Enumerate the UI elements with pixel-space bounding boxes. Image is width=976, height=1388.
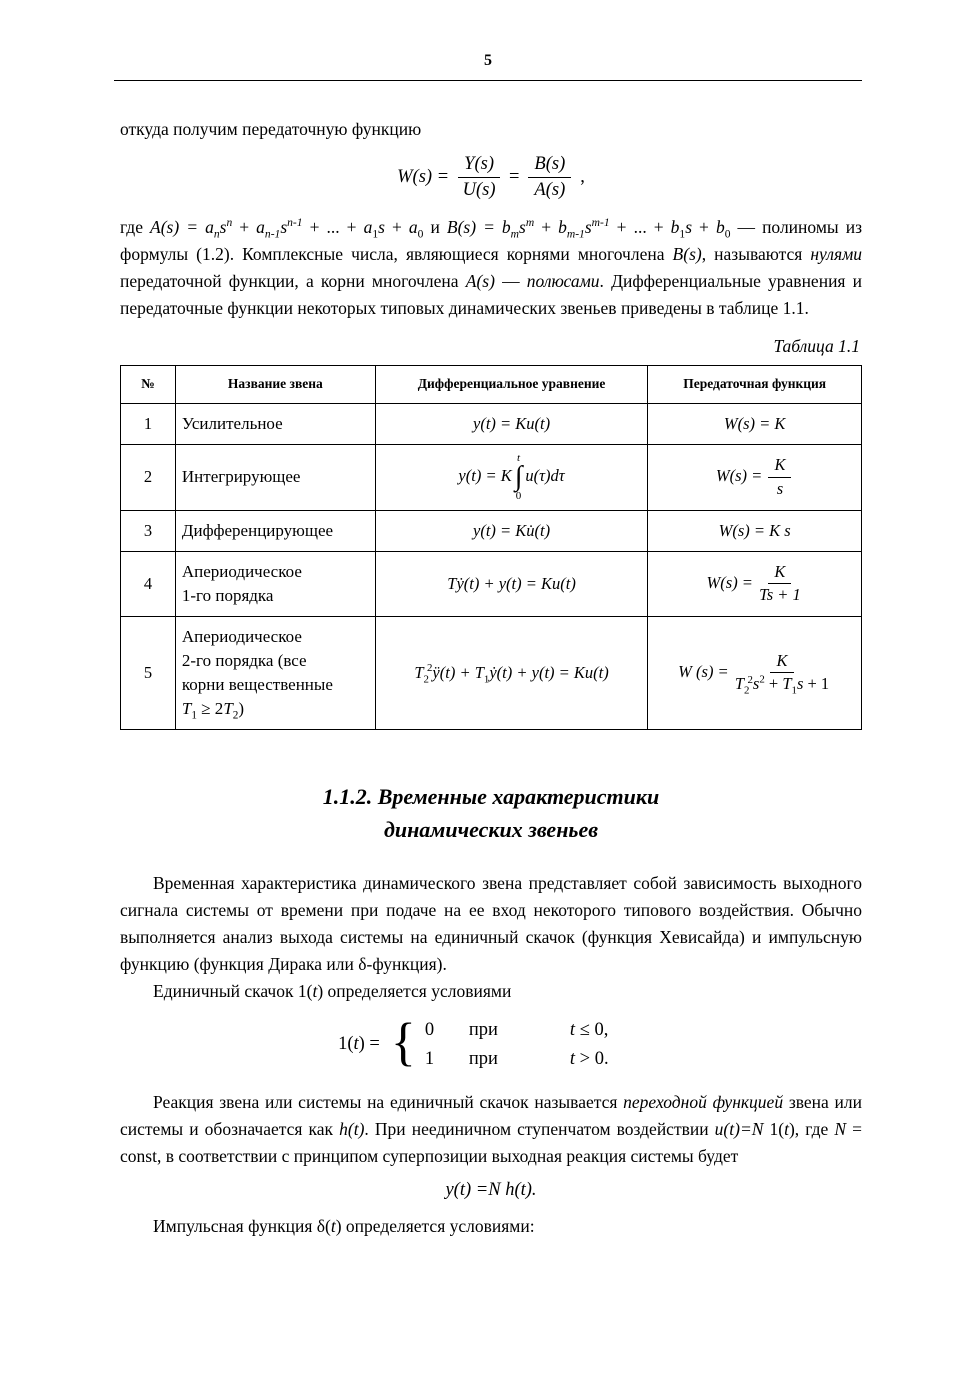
fraction-y-over-u bbox=[458, 153, 500, 202]
cell-row-number: 5 bbox=[121, 616, 176, 729]
section-heading bbox=[120, 780, 862, 846]
fraction-b-over-a bbox=[528, 153, 571, 202]
fraction-denominator: s bbox=[776, 478, 784, 498]
integral-lower-limit: 0 bbox=[515, 489, 522, 502]
fraction-numerator: Y(s) bbox=[458, 153, 500, 178]
fraction-denominator: $T_2^2s^2 + T_1s + 1$ bbox=[734, 673, 830, 697]
page-number: 5 bbox=[484, 52, 492, 69]
tf-prefix: W (s) = bbox=[678, 661, 733, 681]
equation-suffix: u(τ)dτ bbox=[525, 466, 565, 486]
equation-prefix: y(t) = K bbox=[458, 466, 512, 486]
col-header-index: № bbox=[121, 366, 176, 404]
cell-link-name: Усилительное bbox=[175, 404, 375, 445]
fraction-numerator: K bbox=[768, 562, 791, 585]
cell-transfer-function bbox=[648, 551, 862, 616]
cell-diff-equation: y(t) = Ku(t) bbox=[375, 404, 648, 445]
fraction-denominator: U(s) bbox=[462, 180, 496, 201]
table-caption: Таблица 1.1 bbox=[773, 336, 860, 357]
table-row bbox=[121, 616, 862, 729]
fraction-numerator: B(s) bbox=[528, 153, 571, 178]
cell-diff-equation: Tẏ(t) + y(t) = Ku(t) bbox=[375, 551, 648, 616]
cell-row-number: 2 bbox=[121, 445, 176, 511]
tf-fraction bbox=[735, 651, 829, 695]
case-word: при bbox=[468, 1019, 498, 1040]
tf-fraction bbox=[759, 562, 801, 606]
case-value: 1 bbox=[424, 1048, 435, 1069]
col-header-transfer-function: Передаточная функция bbox=[648, 366, 862, 404]
tf-prefix: W(s) = bbox=[706, 572, 758, 592]
cell-link-name: Апериодическое 1-го порядка bbox=[175, 551, 375, 616]
table-row bbox=[121, 551, 862, 616]
tf-prefix: W(s) = bbox=[715, 466, 767, 486]
fraction-numerator: K bbox=[768, 455, 791, 478]
cell-diff-equation: y(t) = Ku̇(t) bbox=[375, 510, 648, 551]
page-content bbox=[120, 116, 862, 1240]
col-header-diff-equation: Дифференциальное уравнение bbox=[375, 366, 648, 404]
case-condition: t ≤ 0, bbox=[569, 1019, 609, 1040]
case-value: 0 bbox=[424, 1019, 435, 1040]
unit-step-formula bbox=[120, 1013, 862, 1073]
time-characteristic-paragraph: Временная характеристика динамического звена представляет собой зависимость выходного сигнала системы от времени при подаче на ее вход некоторого типового воздействия. Обычно выполняется анализ выхода системы на единичный скачок (функция Хевисайда) и импульсную функцию (функция Дирака или δ-функция). bbox=[120, 872, 862, 974]
cell-transfer-function bbox=[648, 616, 862, 729]
cell-row-number: 3 bbox=[121, 510, 176, 551]
tf-fraction bbox=[768, 455, 791, 499]
formula-comma: , bbox=[580, 167, 585, 188]
piecewise-cases bbox=[425, 1020, 644, 1070]
integral-sign bbox=[515, 453, 523, 502]
reaction-paragraph: Реакция звена или системы на единичный скачок называется переходной функцией звена или системы и обозначается как h(t). При неединичном ступенчатом воздействии u(t)=N 1(t), где N = const, в соответствии с принципом суперпозиции выходная реакция системы будет bbox=[120, 1091, 863, 1166]
fraction-denominator: A(s) bbox=[534, 180, 566, 201]
cell-transfer-function: W(s) = K bbox=[648, 404, 862, 445]
piecewise-lhs: 1(t) = bbox=[338, 1034, 380, 1055]
polynomial-paragraph: где $A(s) = a_ns^n + a_{n-1}s^{n-1}$ + ... + $a_1s + a_0$ и $B(s) = b_ms^m + b_{m-1}s^{m-1}$ + ... + $b_1s + b_0$ — полиномы из формулы (1.2). Комплексные числа, являющиеся корнями многочлена B(s), называются нулями передаточной функции, а корни многочлена A(s) — полюсами. Дифференциальные уравнения и передаточные функции некоторых типовых динамических звеньев приведены в таблице 1.1. bbox=[120, 217, 863, 319]
intro-paragraph: откуда получим передаточную функцию bbox=[120, 119, 422, 139]
unit-step-paragraph: Единичный скачок 1(t) определяется условиями bbox=[153, 980, 512, 1001]
col-header-link-name: Название звена bbox=[175, 366, 375, 404]
cell-diff-equation: $T_2^2ÿ(t)$ + $T_1ẏ(t) + y(t) = Ku(t)$ bbox=[375, 616, 648, 729]
cell-row-number: 4 bbox=[121, 551, 176, 616]
piecewise-case bbox=[425, 1020, 644, 1041]
table-header-row bbox=[121, 366, 862, 404]
transfer-function-formula bbox=[120, 153, 862, 202]
fraction-numerator: K bbox=[770, 651, 793, 674]
table-row bbox=[121, 510, 862, 551]
piecewise-case bbox=[425, 1049, 644, 1070]
dynamic-links-table bbox=[120, 365, 862, 729]
fraction-denominator: Ts + 1 bbox=[759, 585, 801, 605]
cell-transfer-function: W(s) = K s bbox=[648, 510, 862, 551]
cell-transfer-function bbox=[648, 445, 862, 511]
case-condition: t > 0. bbox=[569, 1048, 609, 1069]
section-heading-line1: 1.1.2. Временные характеристики bbox=[322, 783, 660, 809]
impulse-paragraph: Импульсная функция δ(t) определяется условиями: bbox=[153, 1215, 535, 1236]
output-formula: y(t) =N h(t). bbox=[445, 1179, 537, 1200]
integral-glyph: ∫ bbox=[514, 461, 523, 493]
table-row bbox=[121, 404, 862, 445]
cell-link-name: Интегрирующее bbox=[175, 445, 375, 511]
integral-upper-limit: t bbox=[517, 452, 521, 465]
case-word: при bbox=[468, 1048, 498, 1069]
cell-diff-equation bbox=[375, 445, 648, 511]
section-heading-line2: динамических звеньев bbox=[383, 816, 599, 842]
formula-lhs: W(s) = bbox=[397, 167, 450, 188]
table-row bbox=[121, 445, 862, 511]
cell-row-number: 1 bbox=[121, 404, 176, 445]
cell-link-name: Дифференцирующее bbox=[175, 510, 375, 551]
equals-sign: = bbox=[508, 167, 520, 188]
header-rule bbox=[114, 80, 862, 81]
curly-brace: { bbox=[390, 1013, 416, 1072]
cell-link-name: Апериодическое 2-го порядка (все корни вещественные $T_1 \ge 2T_2$) bbox=[175, 616, 375, 729]
